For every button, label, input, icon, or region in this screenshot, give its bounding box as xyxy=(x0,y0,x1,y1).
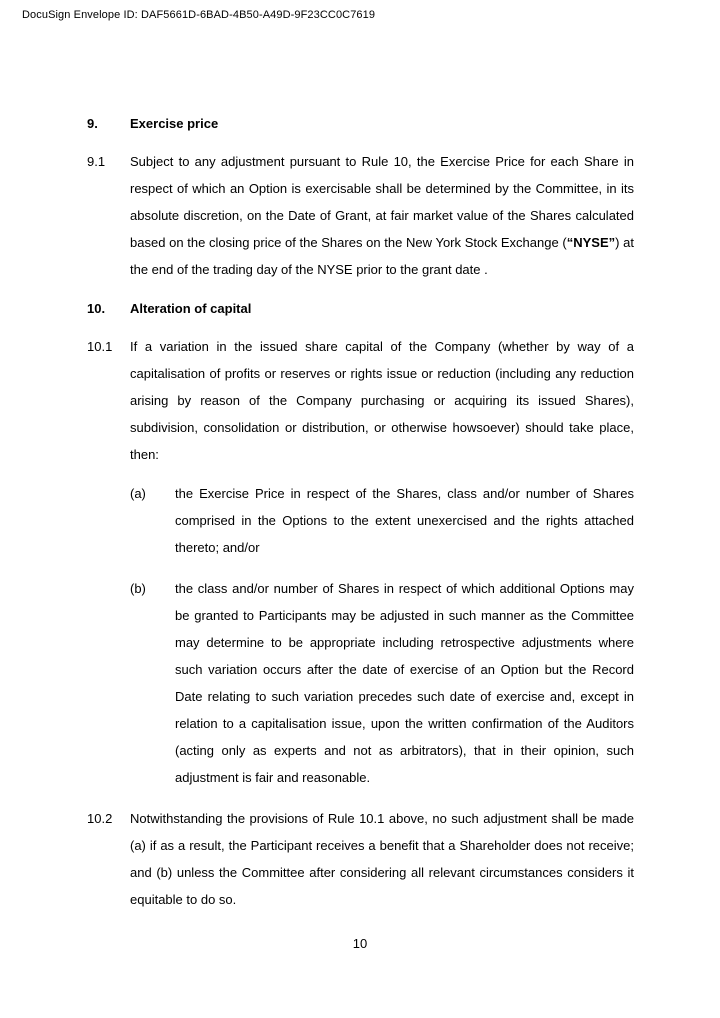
subclause-text: the class and/or number of Shares in respect of which additional Options may be granted to Participants may be adjusted in such manner as the Committee may determine to be appropriate including retrospective adjustments where such variation occurs after the date of exercise of an Option but the Record Date relating to such variation precedes such date of exercise and, except in relation to a capitalisation issue, upon the written confirmation of the Auditors (acting only as experts and not as arbitrators), that in their opinion, such adjustment is fair and reasonable. xyxy=(175,581,634,785)
section-heading xyxy=(87,295,634,322)
clause-text: Subject to any adjustment pursuant to Rule 10, the Exercise Price for each Share in respect of which an Option is exercisable shall be determined by the Committee, in its absolute discretion, on the Date of Grant, at fair market value of the Shares calculated based on the closing price of the Shares on the New York Stock Exchange (“NYSE”) at the end of the trading day of the NYSE prior to the grant date . xyxy=(130,154,634,277)
subclause-list xyxy=(130,480,634,791)
clause-text: Notwithstanding the provisions of Rule 10.1 above, no such adjustment shall be made (a) if as a result, the Participant receives a benefit that a Shareholder does not receive; and (b) unless the Committee after considering all relevant circumstances considers it equitable to do so. xyxy=(130,811,634,907)
subclause-label: (b) xyxy=(130,581,146,596)
subclause-label: (a) xyxy=(130,486,146,501)
docusign-envelope-id: DocuSign Envelope ID: DAF5661D-6BAD-4B50-A49D-9F23CC0C7619 xyxy=(22,9,376,21)
subclause-b xyxy=(130,575,634,791)
subclause-a xyxy=(130,480,634,561)
clause-10-2 xyxy=(87,805,634,913)
section-title: Alteration of capital xyxy=(130,301,252,316)
section-title: Exercise price xyxy=(130,116,219,131)
section-heading xyxy=(87,110,634,137)
clause-number: 10.2 xyxy=(87,811,113,826)
page-number: 10 xyxy=(352,936,368,951)
clause-number: 10.1 xyxy=(87,339,113,354)
page-footer xyxy=(0,936,720,951)
clause-10-1 xyxy=(87,333,634,468)
section-number: 10. xyxy=(87,301,106,316)
document-content xyxy=(87,110,634,925)
clause-9-1 xyxy=(87,148,634,283)
subclause-text: the Exercise Price in respect of the Shares, class and/or number of Shares comprised in the Options to the extent unexercised and the rights attached thereto; and/or xyxy=(175,486,634,555)
section-exercise-price xyxy=(87,110,634,283)
clause-number: 9.1 xyxy=(87,154,106,169)
section-alteration-of-capital xyxy=(87,295,634,913)
section-number: 9. xyxy=(87,116,98,131)
clause-text: If a variation in the issued share capital of the Company (whether by way of a capitalisation of profits or reserves or rights issue or reduction (including any reduction arising by reason of the Company purchasing or acquiring its issued Shares), subdivision, consolidation or distribution, or otherwise howsoever) should take place, then: xyxy=(130,339,634,462)
